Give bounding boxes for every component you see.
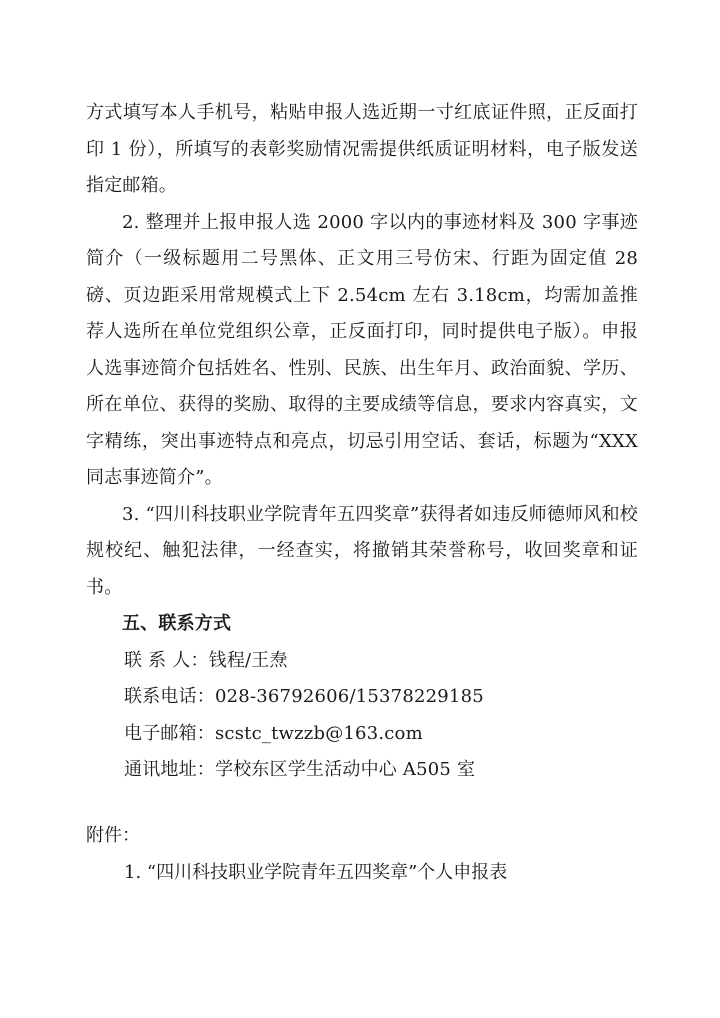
requirement-item-3: 3. “四川科技职业学院青年五四奖章”获得者如违反师德师风和校规校纪、触犯法律，一经查实，将撤销其荣誉称号，收回奖章和证书。 — [86, 503, 638, 598]
section-heading-contact: 五、联系方式 — [122, 613, 232, 634]
contact-phone: 联系电话：028-36792606/15378229185 — [124, 686, 484, 707]
attachment-item-1: 1. “四川科技职业学院青年五四奖章”个人申报表 — [124, 861, 508, 883]
contact-address: 通讯地址：学校东区学生活动中心 A505 室 — [124, 759, 476, 780]
contact-person: 联 系 人：钱程/王焘 — [124, 649, 288, 671]
document-body — [86, 95, 638, 789]
attachments-label: 附件： — [86, 825, 140, 846]
paragraph-continuation: 方式填写本人手机号，粘贴申报人选近期一寸红底证件照，正反面打印 1 份），所填写的表彰奖励情况需提供纸质证明材料，电子版发送指定邮箱。 — [86, 102, 638, 196]
requirement-item-2: 2. 整理并上报申报人选 2000 字以内的事迹材料及 300 字事迹简介（一级标题用二号黑体、正文用三号仿宋、行距为固定值 28 磅、页边距采用常规模式上下 2.54cm 左右 3.18cm，均需加盖推荐人选所在单位党组织公章，正反面打印，同时提供电子版）。申报人选事迹简介包括姓名、性别、民族、出生年月、政治面貌、学历、所在单位、获得的奖励、取得的主要成绩等信息，要求内容真实，文字精练，突出事迹特点和亮点，切忌引用空话、套话，标题为“XXX 同志事迹简介”。 — [86, 211, 638, 488]
contact-email: 电子邮箱：scstc_twzzb@163.com — [124, 722, 423, 744]
attachments-section — [86, 818, 638, 891]
